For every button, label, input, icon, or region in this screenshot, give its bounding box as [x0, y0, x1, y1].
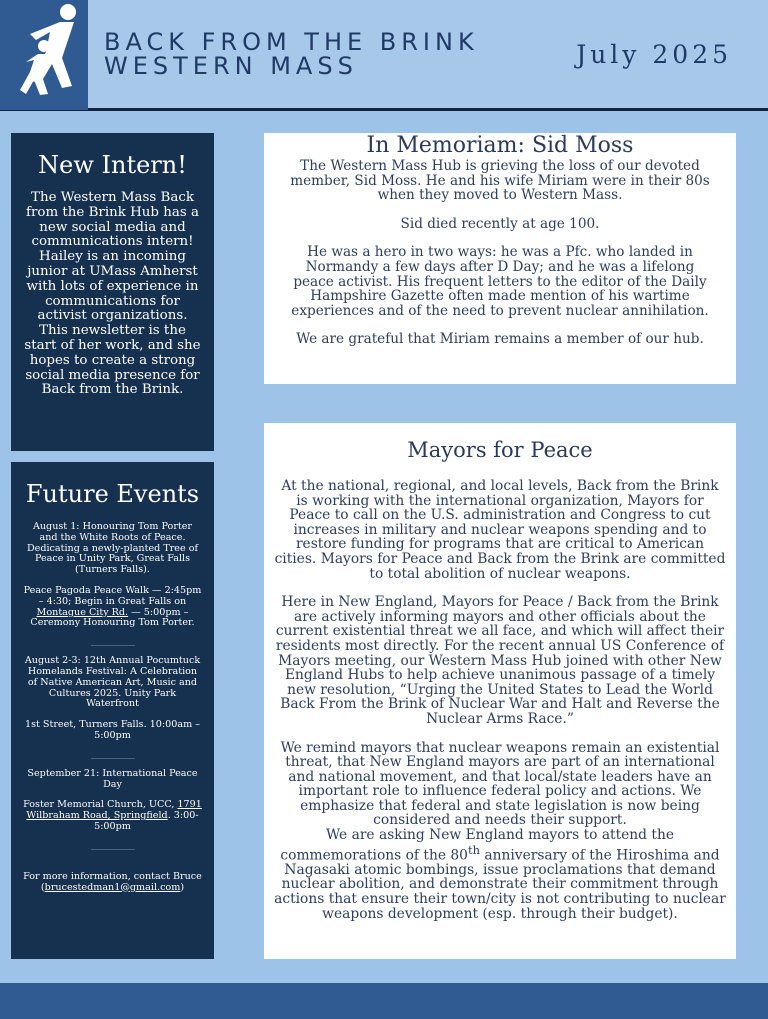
- newsletter-header: [0, 0, 768, 111]
- event-address-link[interactable]: 1791 Wilbraham Road, Springfield: [26, 799, 202, 822]
- title-line-1: BACK FROM THE BRINK: [104, 28, 479, 56]
- memoriam-paragraph: We are grateful that Miriam remains a member of our hub.: [296, 331, 704, 348]
- future-events-box: [11, 462, 214, 959]
- title-line-2: WESTERN MASS: [104, 52, 358, 80]
- memoriam-paragraph: Sid died recently at age 100.: [400, 215, 600, 232]
- contact-email-link[interactable]: brucestedman1@gmail.com: [44, 881, 181, 893]
- event-item: [23, 800, 202, 832]
- event-text: Peace Pagoda Peace Walk — 2:45pm – 4:30; Begin in Great Falls on: [23, 584, 202, 607]
- intern-heading: New Intern!: [38, 151, 187, 179]
- contact-info: [23, 872, 202, 894]
- mayors-text: We are asking New England mayors to attend the commemorations of the 80: [280, 827, 674, 864]
- event-text: . 3:00-5:00pm: [94, 810, 199, 832]
- new-intern-box: [11, 133, 214, 451]
- ordinal-suffix: th: [467, 842, 480, 857]
- mayors-text: anniversary of the Hiroshima and Nagasaki atomic bombings, issue proclamations that demand nuclear abolition, and demonstrate their commitment through actions that ensure their town/city is not contributing to nuclear weapons development (esp. through their budget).: [274, 847, 726, 922]
- contact-text: For more information, contact Bruce (: [23, 870, 202, 893]
- memoriam-paragraph: He was a hero in two ways: he was a Pfc. who landed in Normandy a few days after D Day; and he was a lifelong peace activist. His frequent letters to the editor of the Daily Hampshire Gazette often made mention of his wartime experiences and of the need to prevent nuclear annihilation.: [291, 244, 709, 319]
- mayors-paragraph: Here in New England, Mayors for Peace / Back from the Brink are actively informing mayors and other officials about the current existential threat we all face, and which will affect their residents most directly. For the recent annual US Conference of Mayors meeting, our Western Mass Hub joined with other New England Hubs to help achieve unanimous passage of a timely new resolution, “Urging the United States to Lead the World Back From the Brink of Nuclear War and Halt and Reverse the Nuclear Arms Race.”: [275, 594, 725, 727]
- divider: [91, 645, 135, 646]
- mayors-card: [264, 423, 736, 959]
- divider: [91, 849, 135, 850]
- event-text: — 5:00pm – Ceremony Honouring Tom Porter.: [30, 606, 195, 629]
- event-location-link[interactable]: Montague City Rd.: [36, 606, 129, 618]
- mayors-paragraph: At the national, regional, and local levels, Back from the Brink is working with the international organization, Mayors for Peace to call on the U.S. administration and Congress to cut increases in military and nuclear weapons spending and to restore funding for programs that are critical to American cities. Mayors for Peace and Back from the Brink are committed to total abolition of nuclear weapons.: [274, 478, 726, 582]
- issue-date: July 2025: [576, 40, 732, 69]
- memoriam-card: [264, 133, 736, 384]
- mayors-paragraph: We remind mayors that nuclear weapons remain an existential threat, that New England mayors are part of an international and national movement, and that local/state leaders have an important role to influence federal policy and actions. We emphasize that federal and state legislation is now being considered and needs their support.: [280, 739, 720, 829]
- event-item: August 1: Honouring Tom Porter and the White Roots of Peace. Dedicating a newly-planted Tree of Peace in Unity Park, Great Falls (Turners Falls).: [26, 521, 199, 576]
- newsletter-title: [104, 30, 479, 78]
- event-item: August 2-3: 12th Annual Pocumtuck Homelands Festival: A Celebration of Native American Art, Music and Cultures 2025. Unity Park Waterfront: [24, 655, 201, 710]
- memoriam-paragraph: The Western Mass Hub is grieving the loss of our devoted member, Sid Moss. He and his wife Miriam were in their 80s when they moved to Western Mass.: [290, 158, 710, 204]
- memoriam-heading: In Memoriam: Sid Moss: [366, 133, 634, 158]
- events-heading: Future Events: [25, 480, 200, 508]
- intern-body: The Western Mass Back from the Brink Hub has a new social media and communications intern! Hailey is an incoming junior at UMass Amherst with lots of experience in communications for activist organizations. This newsletter is the start of her work, and she hopes to create a strong social media presence for Back from the Brink.: [24, 190, 201, 398]
- event-item: [23, 586, 202, 629]
- footer-bar: [0, 983, 768, 1019]
- mayors-paragraph: [274, 828, 726, 921]
- mayors-heading: Mayors for Peace: [407, 438, 593, 462]
- event-text: Foster Memorial Church, UCC,: [23, 799, 178, 811]
- people-figures-icon: [0, 0, 88, 110]
- divider: [91, 758, 135, 759]
- event-item: September 21: International Peace Day: [27, 767, 198, 790]
- event-item: 1st Street, Turners Falls. 10:00am – 5:00pm: [24, 719, 201, 741]
- contact-text: ): [180, 881, 185, 893]
